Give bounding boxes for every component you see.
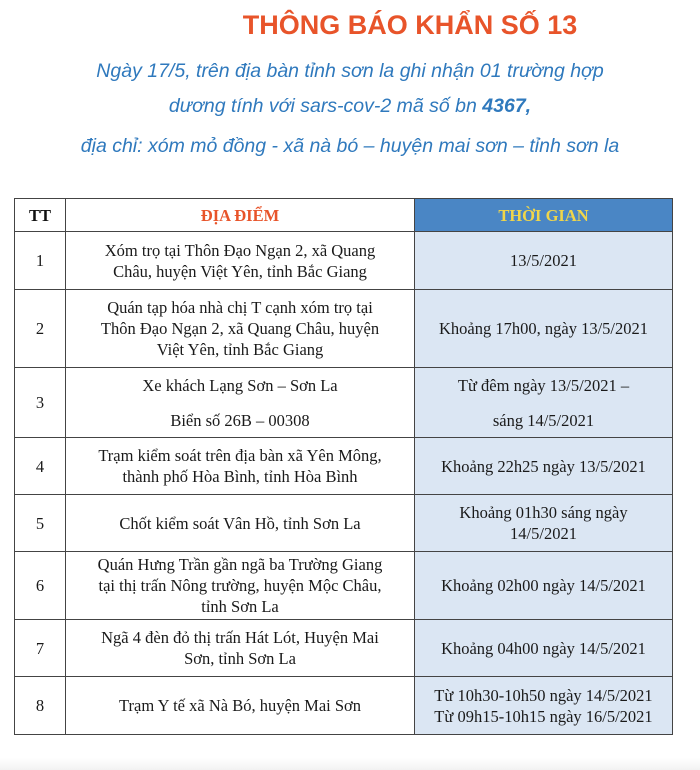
- patient-code: 4367,: [482, 95, 532, 117]
- table-row: [15, 438, 673, 495]
- table-row: [15, 552, 673, 620]
- time-cell-line: Khoảng 04h00 ngày 14/5/2021: [441, 638, 646, 658]
- time-cell-line: Từ đêm ngày 13/5/2021 –: [457, 375, 630, 395]
- time-cell: [415, 495, 673, 552]
- notice-title: THÔNG BÁO KHẨN SỐ 13: [242, 10, 578, 40]
- table-row: [15, 368, 673, 438]
- place-cell: [66, 232, 415, 290]
- row-number: 3: [15, 368, 66, 438]
- row-number: 5: [15, 495, 66, 552]
- time-cell-line: Khoảng 22h25 ngày 13/5/2021: [441, 456, 646, 476]
- row-number: 1: [15, 232, 66, 290]
- intro-line-1: Ngày 17/5, trên địa bàn tỉnh sơn la ghi nhận 01 trường hợp: [96, 60, 604, 82]
- time-cell-line: Từ 09h15-10h15 ngày 16/5/2021: [434, 706, 653, 726]
- header-time: THỜI GIAN: [415, 199, 673, 232]
- schedule-table: [14, 198, 673, 735]
- place-cell-line: Trạm Y tế xã Nà Bó, huyện Mai Sơn: [119, 696, 361, 715]
- header-tt: TT: [15, 199, 66, 232]
- time-cell: [415, 290, 673, 368]
- table-row: [15, 495, 673, 552]
- time-cell: [415, 232, 673, 290]
- place-cell-line: thành phố Hòa Bình, tỉnh Hòa Bình: [122, 467, 358, 486]
- row-number: 7: [15, 620, 66, 677]
- intro-line-2-text: dương tính với sars-cov-2 mã số bn: [168, 95, 483, 117]
- place-cell-line: Quán Hưng Trần gần ngã ba Trường Giang: [97, 555, 383, 574]
- time-cell: [415, 552, 673, 620]
- time-cell-line: Khoảng 01h30 sáng ngày: [459, 503, 628, 522]
- place-cell: [66, 438, 415, 495]
- row-number: 2: [15, 290, 66, 368]
- place-cell: [66, 368, 415, 438]
- table-row: [15, 232, 673, 290]
- time-cell-line: Khoảng 02h00 ngày 14/5/2021: [441, 576, 646, 595]
- place-cell-line: Chốt kiểm soát Vân Hồ, tỉnh Sơn La: [119, 513, 361, 533]
- place-cell-line: Trạm kiểm soát trên địa bàn xã Yên Mông,: [98, 446, 382, 465]
- time-cell: [415, 620, 673, 677]
- time-cell-line: Từ 10h30-10h50 ngày 14/5/2021: [434, 685, 653, 705]
- time-cell-line: 14/5/2021: [510, 524, 577, 543]
- place-cell-line: Xóm trọ tại Thôn Đạo Ngạn 2, xã Quang: [104, 240, 376, 260]
- header-place: ĐỊA ĐIỂM: [66, 199, 415, 232]
- time-cell-line: Khoảng 17h00, ngày 13/5/2021: [439, 319, 648, 338]
- table-header-row: [15, 199, 673, 232]
- table-row: [15, 620, 673, 677]
- place-cell: [66, 495, 415, 552]
- intro-line-2: [0, 95, 700, 118]
- place-cell-line: Quán tạp hóa nhà chị T cạnh xóm trọ tại: [107, 298, 373, 317]
- table-row: [15, 290, 673, 368]
- row-number: 8: [15, 677, 66, 735]
- row-number: 4: [15, 438, 66, 495]
- place-cell: [66, 677, 415, 735]
- time-cell-line: 13/5/2021: [510, 251, 577, 270]
- time-cell-line: sáng 14/5/2021: [492, 410, 595, 430]
- time-cell: [415, 438, 673, 495]
- time-cell: [415, 368, 673, 438]
- place-cell: [66, 290, 415, 368]
- place-cell-line: Biển số 26B – 00308: [170, 410, 310, 430]
- place-cell-line: Ngã 4 đèn đỏ thị trấn Hát Lót, Huyện Mai: [101, 628, 379, 647]
- place-cell-line: tỉnh Sơn La: [201, 597, 279, 616]
- bottom-edge: [0, 758, 700, 770]
- table-row: [15, 677, 673, 735]
- place-cell-line: Thôn Đạo Ngạn 2, xã Quang Châu, huyện: [100, 319, 380, 338]
- place-cell: [66, 552, 415, 620]
- row-number: 6: [15, 552, 66, 620]
- place-cell-line: Xe khách Lạng Sơn – Sơn La: [142, 375, 338, 395]
- place-cell: [66, 620, 415, 677]
- place-cell-line: Châu, huyện Việt Yên, tỉnh Bắc Giang: [113, 261, 367, 281]
- place-cell-line: tại thị trấn Nông trường, huyện Mộc Châu,: [98, 576, 382, 595]
- place-cell-line: Việt Yên, tỉnh Bắc Giang: [156, 340, 324, 359]
- intro-line-3: địa chỉ: xóm mỏ đồng - xã nà bó – huyện mai sơn – tỉnh sơn la: [80, 135, 620, 157]
- place-cell-line: Sơn, tỉnh Sơn La: [184, 649, 296, 668]
- time-cell: [415, 677, 673, 735]
